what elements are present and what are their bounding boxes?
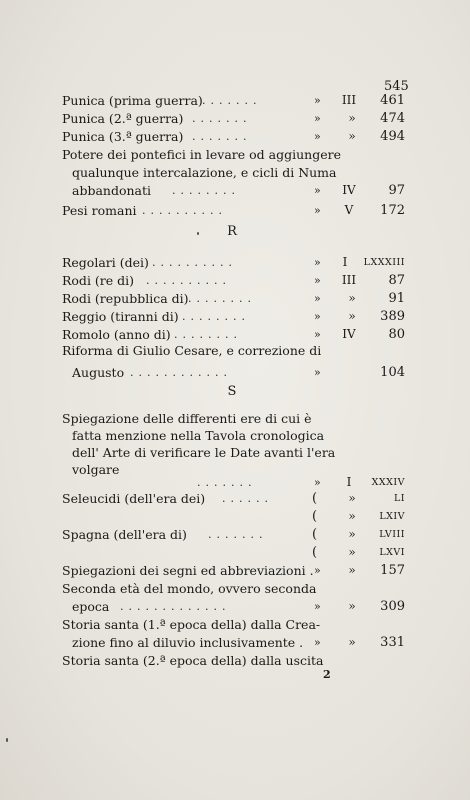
- index-entry: [62, 272, 405, 289]
- bracket-mark: (: [312, 509, 318, 524]
- entry-name: Seconda età del mondo, ovvero seconda: [62, 581, 317, 596]
- page-reference: 494: [380, 129, 405, 144]
- volume-number: IV: [342, 183, 356, 197]
- ditto-mark: »: [314, 184, 321, 197]
- leader-dots: .......: [192, 112, 252, 125]
- volume-number: »: [348, 291, 356, 305]
- ditto-mark: »: [314, 310, 321, 323]
- page-reference: LXVI: [379, 547, 405, 558]
- index-entry: [62, 290, 405, 307]
- leader-dots: .......: [192, 130, 252, 143]
- entry-name-continued: Augusto: [72, 365, 125, 380]
- index-entry: [62, 202, 405, 219]
- entry-name: Punica (3.ª guerra): [62, 129, 184, 144]
- page-reference: XXXIV: [371, 477, 405, 488]
- page-reference: 331: [380, 635, 405, 650]
- leader-dots: .......: [202, 94, 262, 107]
- index-entry: [62, 326, 405, 343]
- leader-dots: .............: [120, 600, 231, 613]
- index-entry: [62, 490, 405, 507]
- index-entry: [62, 598, 405, 615]
- leader-dots: .......: [197, 476, 257, 489]
- entry-name-continued: fatta menzione nella Tavola cronologica: [72, 428, 325, 443]
- index-entry: [62, 562, 405, 579]
- page-reference: 97: [388, 183, 405, 198]
- entry-name: Punica (2.ª guerra): [62, 111, 184, 126]
- entry-name: Romolo (anno di): [62, 327, 171, 342]
- entry-name: Regolari (dei): [62, 255, 149, 270]
- volume-number: I: [346, 475, 352, 489]
- entry-name-continued: zione fino al diluvio inclusivamente .: [72, 635, 304, 650]
- page-reference: 389: [380, 309, 405, 324]
- ditto-mark: »: [314, 274, 321, 287]
- index-entry: [62, 308, 405, 325]
- page-reference: LXIV: [379, 511, 405, 522]
- page-reference: 87: [388, 273, 405, 288]
- ditto-mark: »: [314, 476, 321, 489]
- index-entry: [62, 634, 405, 651]
- entry-name-continued: qualunque intercalazione, e cicli di Numa: [72, 165, 337, 180]
- ditto-mark: »: [314, 112, 321, 125]
- volume-number: »: [348, 111, 356, 125]
- page-reference: 157: [380, 563, 405, 578]
- entry-name: Punica (prima guerra): [62, 93, 203, 108]
- entry-name: Storia santa (1.ª epoca della) dalla Crea-: [62, 617, 321, 632]
- index-entry: [62, 474, 405, 491]
- volume-number: »: [348, 545, 356, 559]
- page-reference: 474: [380, 111, 405, 126]
- leader-dots: ......: [222, 492, 273, 505]
- page-reference: 172: [380, 203, 405, 218]
- ditto-mark: »: [314, 600, 321, 613]
- page-reference: LXXXIII: [363, 257, 405, 268]
- leader-dots: ..........: [142, 204, 227, 217]
- leader-dots: ........: [188, 292, 256, 305]
- leader-dots: ........: [174, 328, 242, 341]
- entry-name: Storia santa (2.ª epoca della) dalla uscita: [62, 653, 324, 668]
- bracket-mark: (: [312, 527, 318, 542]
- leader-dots: ............: [130, 366, 232, 379]
- entry-name-continued: abbandonati: [72, 183, 152, 198]
- entry-name: Reggio (tiranni di): [62, 309, 179, 324]
- index-entry: [62, 364, 405, 381]
- index-entry: [62, 128, 405, 145]
- volume-number: »: [348, 563, 356, 577]
- ditto-mark: »: [314, 204, 321, 217]
- ditto-mark: »: [314, 130, 321, 143]
- volume-number: III: [341, 93, 357, 107]
- volume-number: IV: [342, 327, 356, 341]
- entry-name-continued: volgare: [72, 462, 120, 477]
- section-letter: R: [227, 224, 237, 239]
- entry-name: Spagna (dell'era di): [62, 527, 187, 542]
- leader-dots: ..........: [152, 256, 237, 269]
- section-letter: S: [227, 384, 237, 399]
- page-reference: 91: [388, 291, 405, 306]
- volume-number: »: [348, 527, 356, 541]
- entry-name: Rodi (repubblica di): [62, 291, 189, 306]
- ditto-mark: »: [314, 94, 321, 107]
- page-reference: 309: [380, 599, 405, 614]
- page-number: 545: [384, 79, 409, 94]
- page-reference: LVIII: [379, 529, 405, 540]
- ditto-mark: »: [314, 328, 321, 341]
- ink-speck: [197, 232, 199, 235]
- bracket-mark: (: [312, 545, 318, 560]
- page-reference: 80: [388, 327, 405, 342]
- page-reference: 104: [380, 365, 405, 380]
- bracket-mark: (: [312, 491, 318, 506]
- entry-name: Potere dei pontefici in levare od aggiungere: [62, 147, 341, 162]
- leader-dots: ........: [182, 310, 250, 323]
- entry-name: Rodi (re di): [62, 273, 135, 288]
- volume-number: »: [348, 129, 356, 143]
- index-entry: [62, 254, 405, 271]
- ditto-mark: »: [314, 366, 321, 379]
- ditto-mark: »: [314, 292, 321, 305]
- ink-speck: [6, 738, 8, 742]
- index-entry: [62, 544, 405, 561]
- index-entry: [62, 182, 405, 199]
- volume-number: »: [348, 635, 356, 649]
- volume-number: I: [342, 255, 348, 269]
- entry-name-continued: epoca: [72, 599, 110, 614]
- volume-number: »: [348, 509, 356, 523]
- ditto-mark: »: [314, 256, 321, 269]
- leader-dots: .......: [208, 528, 268, 541]
- volume-number: »: [348, 309, 356, 323]
- entry-name: Pesi romani: [62, 203, 137, 218]
- volume-number: III: [341, 273, 357, 287]
- leader-dots: ..........: [146, 274, 231, 287]
- entry-name: Spiegazione delle differenti ere di cui è: [62, 411, 312, 426]
- index-entry: [62, 508, 405, 525]
- entry-name-continued: dell' Arte di verificare le Date avanti l'era: [72, 445, 336, 460]
- leader-dots: ........: [172, 184, 240, 197]
- index-entry: [62, 526, 405, 543]
- page-reference: 461: [380, 93, 405, 108]
- index-entry: [62, 92, 405, 109]
- volume-number: »: [348, 491, 356, 505]
- entry-name: Riforma di Giulio Cesare, e correzione di: [62, 343, 322, 358]
- index-entry: [62, 110, 405, 127]
- signature-mark: 2: [323, 668, 331, 681]
- ditto-mark: »: [314, 636, 321, 649]
- ditto-mark: »: [314, 564, 321, 577]
- entry-name: Spiegazioni dei segni ed abbreviazioni .: [62, 563, 314, 578]
- entry-name: Seleucidi (dell'era dei): [62, 491, 206, 506]
- page-reference: LI: [393, 493, 405, 504]
- volume-number: V: [344, 203, 354, 217]
- volume-number: »: [348, 599, 356, 613]
